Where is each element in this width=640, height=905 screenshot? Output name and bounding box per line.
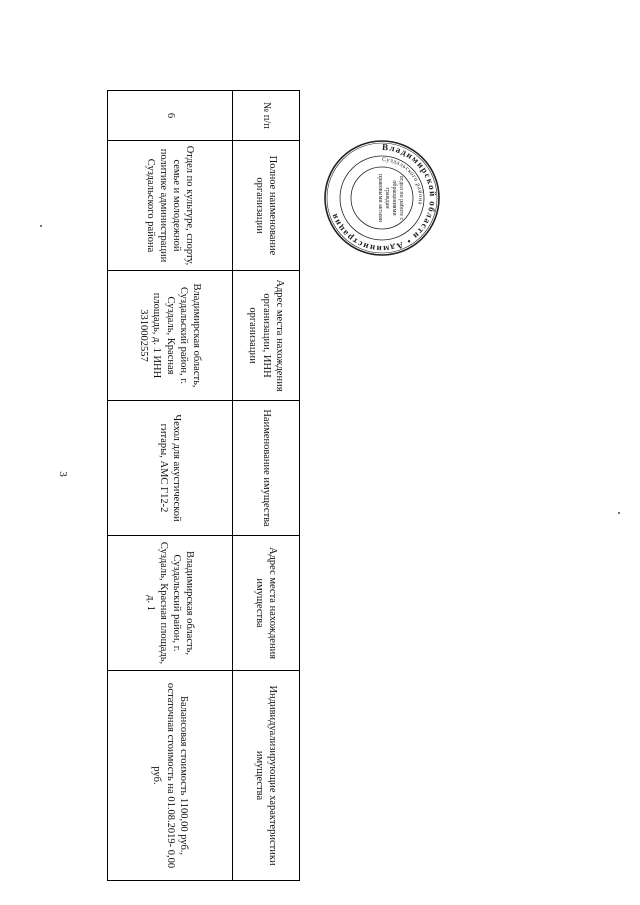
scan-speck [618, 512, 620, 514]
table-header-row [233, 91, 300, 881]
cell-number: 6 [108, 91, 233, 141]
stamp-outer-text: Владимирской области • Администрация [328, 141, 439, 255]
cell-org-address: Владимирская область, Суздальский район, г. Суздаль, Красная площадь, д. 1 ИНН 3310002557 [108, 271, 233, 401]
stamp-center-text: отдел по работе с обращениями граждан правовыми актами [377, 174, 404, 222]
header-cell-characteristics: Индивидуализирующие характеристики имущества [233, 671, 300, 881]
property-table [107, 90, 300, 881]
header-cell-org-name: Полное наименование организации [233, 141, 300, 271]
page-number: 3 [56, 471, 69, 477]
cell-property-address: Владимирская область, Суздальский район, г. Суздаль, Красная площадь, д. 1 [108, 536, 233, 671]
table-container [110, 90, 300, 880]
cell-characteristics: Балансовая стоимость 1100,00 руб., остаточная стоимость на 01.08.2019- 0,00 руб. [108, 671, 233, 881]
official-stamp [322, 138, 442, 258]
scan-speck [40, 225, 42, 227]
header-cell-org-address: Адрес места нахождения организации, ИНН организации [233, 271, 300, 401]
cell-property-name: Чехол для акустической гитары, АМС Г12-2 [108, 401, 233, 536]
header-cell-property-address: Адрес места нахождения имущества [233, 536, 300, 671]
stamp-inner-text: Суздальского района [381, 156, 424, 206]
table-row [108, 91, 233, 881]
header-cell-property-name: Наименование имущества [233, 401, 300, 536]
header-cell-number: № п/п [233, 91, 300, 141]
cell-org-name: Отдел по культуре, спорту, семье и молодежной политике администрации Суздальского района [108, 141, 233, 271]
